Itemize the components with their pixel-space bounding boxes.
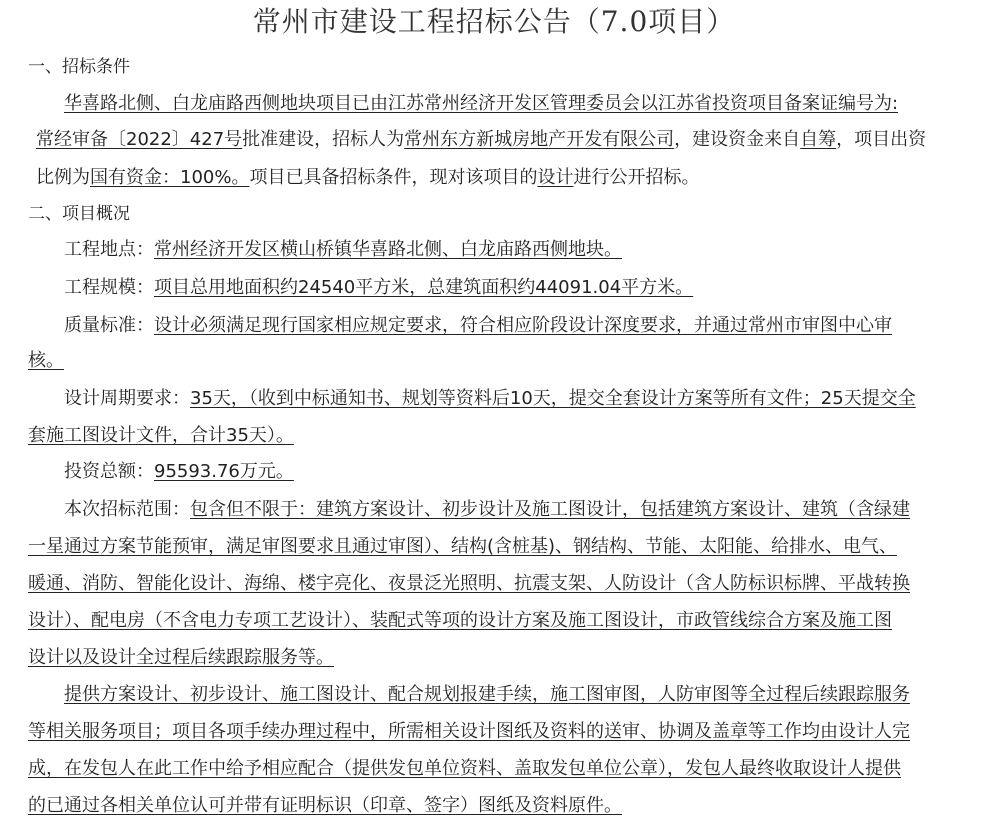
quality-standard-label: 质量标准： (64, 315, 154, 336)
investment-label: 投资总额： (64, 461, 154, 482)
public-bidding-text: 进行公开招标。 (573, 167, 700, 188)
bidding-scope-value-5: 设计以及设计全过程后续跟踪服务等。 (28, 647, 334, 668)
funding-ratio-text: ，项目出资 (836, 129, 927, 150)
bidding-conditions-line-1 (64, 91, 968, 117)
bidding-conditions-line-2 (36, 127, 976, 153)
services-text-3: 成，在发包人在此工作中给予相应配合（提供发包单位资料、盖取发包单位公章），发包人最终收取设计人提供 (28, 758, 901, 779)
bidding-conditions-line-3 (36, 165, 976, 191)
bidding-scope-value-3: 暖通、消防、智能化设计、海绵、楼宇亮化、夜景泛光照明、抗震支架、人防设计（含人防标识标牌、平战转换 (28, 573, 910, 594)
bidding-scope-line-2 (28, 534, 968, 560)
funding-source: 自筹 (800, 129, 837, 150)
bidding-scope-line-3 (28, 571, 968, 597)
bidding-scope-row (64, 497, 968, 523)
bidding-scope-value: 包含但不限于：建筑方案设计、初步设计及施工图设计，包括建筑方案设计、建筑（含绿建 (190, 499, 910, 520)
section-heading-project-overview: 二、项目概况 (28, 204, 130, 224)
project-location-row (64, 237, 968, 263)
quality-standard-value: 设计必须满足现行国家相应规定要求，符合相应阶段设计深度要求，并通过常州市审图中心审 (154, 315, 892, 336)
ready-text: 项目已具备招标条件，现对该项目的 (249, 167, 538, 188)
project-scale-row (64, 275, 968, 301)
services-line-3 (28, 756, 968, 782)
project-scale-label: 工程规模： (64, 277, 154, 298)
design-period-label: 设计周期要求： (64, 388, 190, 409)
investment-value: 95593.76万元。 (154, 461, 294, 482)
design-period-value-cont: 套施工图设计文件，合计35天）。 (28, 425, 294, 446)
bidding-subject: 设计 (537, 167, 574, 188)
project-location-label: 工程地点： (64, 239, 154, 260)
project-scale-value: 项目总用地面积约24540平方米，总建筑面积约44091.04平方米。 (154, 277, 694, 298)
page-title: 常州市建设工程招标公告（7.0项目） (252, 5, 736, 38)
quality-standard-value-cont: 核。 (28, 350, 64, 371)
services-text-2: 等相关服务项目；项目各项手续办理过程中，所需相关设计图纸及资料的送审、协调及盖章等工作均由设计人完 (28, 721, 910, 742)
services-line-4 (28, 793, 968, 819)
bidding-scope-value-2: 一星通过方案节能预审，满足审图要求且通过审图）、结构(含桩基)、钢结构、节能、太阳能、给排水、电气、 (28, 536, 898, 557)
tenderer-name: 常州东方新城房地产开发有限公司 (404, 129, 675, 150)
quality-standard-row-cont (28, 348, 968, 374)
bidding-scope-line-5 (28, 645, 968, 671)
ratio-prefix: 比例为 (36, 167, 90, 188)
bidding-scope-line-4 (28, 608, 968, 634)
design-period-row (64, 386, 968, 412)
services-line-2 (28, 719, 968, 745)
project-approval-text: 华喜路北侧、白龙庙路西侧地块项目已由江苏常州经济开发区管理委员会以江苏省投资项目备案证编号为: (64, 93, 899, 114)
design-period-value: 35天，（收到中标通知书、规划等资料后10天，提交全套设计方案等所有文件；25天提交全 (190, 388, 916, 409)
approval-text: 批准建设，招标人为 (242, 129, 405, 150)
project-location-value: 常州经济开发区横山桥镇华喜路北侧、白龙庙路西侧地块。 (154, 239, 622, 260)
funding-ratio: 国有资金：100%。 (90, 167, 250, 188)
quality-standard-row (64, 313, 968, 339)
services-line-1 (64, 682, 968, 708)
design-period-row-cont (28, 423, 968, 449)
bidding-scope-label: 本次招标范围： (64, 499, 190, 520)
section-heading-bidding-conditions: 一、招标条件 (28, 57, 130, 77)
services-text-1: 提供方案设计、初步设计、施工图设计、配合规划报建手续，施工图审图，人防审图等全过程后续跟踪服务 (64, 684, 910, 705)
services-text-4: 的已通过各相关单位认可并带有证明标识（印章、签字）图纸及资料原件。 (28, 795, 622, 816)
approval-number: 常经审备〔2022〕427号 (36, 129, 243, 150)
bidding-scope-value-4: 设计）、配电房（不含电力专项工艺设计）、装配式等项的设计方案及施工图设计，市政管线综合方案及施工图 (28, 610, 892, 631)
investment-row (64, 459, 968, 485)
funding-text: ，建设资金来自 (674, 129, 801, 150)
